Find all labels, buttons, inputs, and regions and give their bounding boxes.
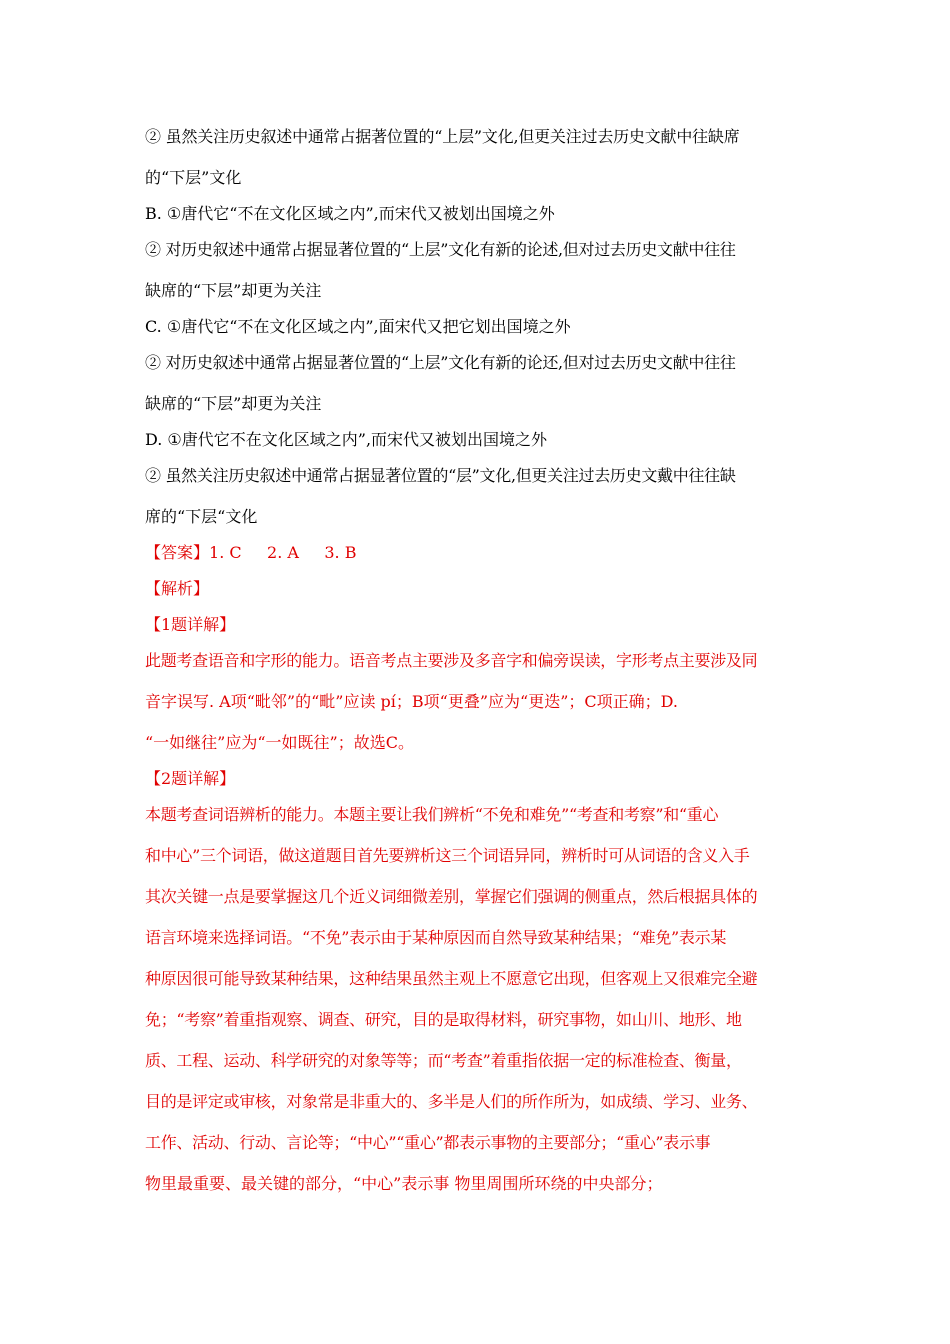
q2-text-line: 其次关键一点是要掌握这几个近义词细微差别，掌握它们强调的侧重点，然后根据具体的 [145,887,758,906]
q1-tag: 【1题详解】 [145,615,236,634]
q1-text-line: 此题考查语音和字形的能力。语音考点主要涉及多音字和偏旁误读，字形考点主要涉及同 [145,651,758,670]
q2-text-line: 目的是评定或审核，对象常是非重大的、多半是人们的所作所为，如成绩、学习、业务、 [145,1092,758,1111]
q2-text-line: 和中心”三个词语，做这道题目首先要辨析这三个词语异同，辨析时可从词语的含义入手 [145,846,750,865]
q2-text-line: 语言环境来选择词语。“不免”表示由于某种原因而自然导致某种结果；“难免”表示某 [145,928,727,947]
q2-text-line: 种原因很可能导致某种结果，这种结果虽然主观上不愿意它出现，但客观上又很难完全避 [145,969,758,988]
option-d-item1: D. ①唐代它不在文化区域之内”,而宋代又被划出国境之外 [145,430,548,449]
q2-text-line: 本题考查词语辨析的能力。本题主要让我们辨析“不免和难免”“考查和考察”和“重心 [145,805,719,824]
q1-text-line: 音字误写. A项“毗邻”的“毗”应读 pí；B项“更叠”应为“更迭”；C项正确；D. [145,692,678,711]
option-c-item2-line2: 缺席的“下层”却更为关注 [145,394,322,413]
option-d-item2-line1: ② 虽然关注历史叙述中通常占据显著位置的“层”文化,但更关注过去历史文戴中往往缺 [145,466,736,485]
q2-text-line: 免；“考察”着重指观察、调查、研究，目的是取得材料，研究事物，如山川、地形、地 [145,1010,742,1029]
q1-text-line: “一如继往”应为“一如既往”；故选C。 [145,733,414,752]
answer-line [145,543,356,563]
option-c-item2-line1: ② 对历史叙述中通常占据显著位置的“上层”文化有新的论还,但对过去历史文献中往往 [145,353,736,372]
option-b-item2-line2: 缺席的“下层”却更为关注 [145,281,322,300]
option-b-item1: B. ①唐代它“不在文化区域之内”,而宋代又被划出国境之外 [145,204,555,223]
q2-text-line: 工作、活动、行动、言论等；“中心”“重心”都表示事物的主要部分；“重心”表示事 [145,1133,711,1152]
q2-tag: 【2题详解】 [145,769,236,788]
answer-text: 1. C 2. A 3. B [209,543,357,562]
option-b-item2-line1: ② 对历史叙述中通常占据显著位置的“上层”文化有新的论述,但对过去历史文献中往往 [145,240,736,259]
q2-text-line: 物里最重要、最关键的部分，“中心”表示事 物里周围所环绕的中央部分； [145,1174,663,1193]
option-d-item2-line2: 席的“下层“文化 [145,507,258,526]
option-c-item1: C. ①唐代它“不在文化区域之内”,面宋代又把它划出国境之外 [145,317,571,336]
q2-text-line: 质、工程、运动、科学研究的对象等等；而“考查”着重指依据一定的标准检查、衡量， [145,1051,742,1070]
option-a-item2-line1: ② 虽然关注历史叙述中通常占据著位置的“上层”文化,但更关注过去历史文献中往缺席 [145,127,740,146]
answer-tag: 【答案】 [145,543,210,562]
analysis-tag: 【解析】 [145,579,210,598]
option-a-item2-line2: 的“下层”文化 [145,168,242,187]
